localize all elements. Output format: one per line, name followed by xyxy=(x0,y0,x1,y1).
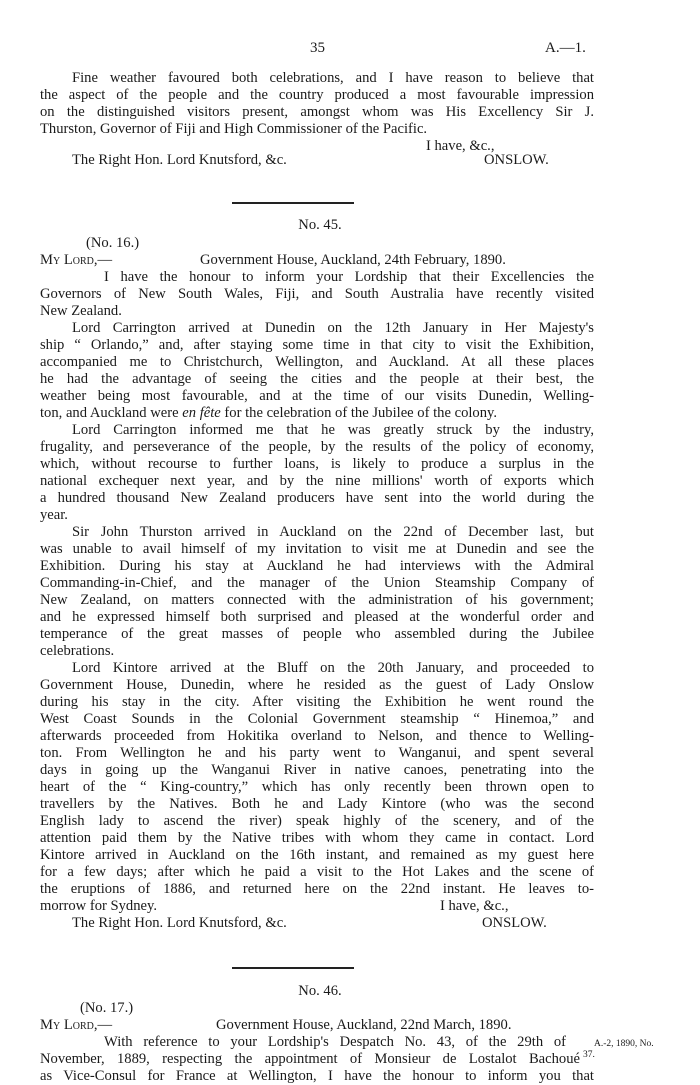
paragraph-line: Governors of New South Wales, Fiji, and South Australia have recently visited xyxy=(40,286,594,302)
paragraph-line: the eruptions of 1886, and returned here on the 22nd instant. He leaves to- xyxy=(40,881,594,897)
paragraph-line: and he expressed himself both surprised and pleased at the wonderful order and xyxy=(40,609,594,625)
dispatch-number: (No. 17.) xyxy=(80,1000,134,1016)
paragraph-line: accompanied me to Christchurch, Wellington, and Auckland. At all these places xyxy=(40,354,594,370)
paragraph-line: Fine weather favoured both celebrations, and I have reason to believe that xyxy=(72,70,594,86)
paragraph-line: heart of the “ King-country,” which has only recently been thrown open to xyxy=(40,779,594,795)
paragraph-line: New Zealand, on matters connected with the administration of his government; xyxy=(40,592,594,608)
paragraph-line: Sir John Thurston arrived in Auckland on the 22nd of December last, but xyxy=(72,524,594,540)
paragraph-line: days in going up the Wanganui River in native canoes, penetrating into the xyxy=(40,762,594,778)
place-date: Government House, Auckland, 24th February, 1890. xyxy=(200,252,506,268)
dispatch-heading: No. 45. xyxy=(298,217,342,233)
signature: ONSLOW. xyxy=(484,152,549,168)
paragraph-line: Exhibition. During his stay at Auckland he had interviews with the Admiral xyxy=(40,558,594,574)
paragraph-line: New Zealand. xyxy=(40,303,122,319)
dispatch-heading: No. 46. xyxy=(298,983,342,999)
dispatch-number: (No. 16.) xyxy=(86,235,140,251)
paragraph-line: With reference to your Lordship's Despatch No. 43, of the 29th of xyxy=(104,1034,566,1050)
paragraph-line: English lady to ascend the river) speak highly of the scenery, and of the xyxy=(40,813,594,829)
margin-note: A.-2, 1890, No. xyxy=(594,1039,654,1049)
paragraph-line: on the distinguished visitors present, amongst whom was His Excellency Sir J. xyxy=(40,104,594,120)
italic-phrase: en fête xyxy=(182,405,221,421)
paragraph-line: ton, and Auckland were en fête for the celebration of the Jubilee of the colony. xyxy=(40,405,498,421)
paragraph-line: temperance of the great masses of people who assembled during the Jubilee xyxy=(40,626,594,642)
paragraph-line: which, without recourse to further loans, is likely to produce a surplus in the xyxy=(40,456,594,472)
paragraph-line: I have the honour to inform your Lordship that their Excellencies the xyxy=(104,269,594,285)
paragraph-line: weather being most favourable, and at the time of our visits Dunedin, Welling- xyxy=(40,388,594,404)
paragraph-line: morrow for Sydney. xyxy=(40,898,157,914)
paragraph-line: ton. From Wellington he and his party went to Wanganui, and spent several xyxy=(40,745,594,761)
paragraph-line: for a few days; after which he paid a visit to the Hot Lakes and the scene of xyxy=(40,864,594,880)
addressee: The Right Hon. Lord Knutsford, &c. xyxy=(72,152,287,168)
section-divider xyxy=(232,967,354,969)
paragraph-line: celebrations. xyxy=(40,643,115,659)
paragraph-line: afterwards proceeded from Hokitika overland to Nelson, and thence to Welling- xyxy=(40,728,594,744)
paragraph-line: ship “ Orlando,” and, after staying some time in that city to visit the Exhibition, xyxy=(40,337,594,353)
paragraph-line: travellers by the Natives. Both he and Lady Kintore (who was the second xyxy=(40,796,594,812)
closing: I have, &c., xyxy=(426,138,495,154)
paragraph-line: he had the advantage of seeing the cities and the people at their best, the xyxy=(40,371,594,387)
paragraph-line: Government House, Dunedin, where he resided as the guest of Lady Onslow xyxy=(40,677,594,693)
salutation: My Lord,— xyxy=(40,1017,113,1033)
page-number: 35 xyxy=(310,40,325,56)
paragraph-line: Kintore arrived in Auckland on the 16th instant, and remained as my guest here xyxy=(40,847,594,863)
section-divider xyxy=(232,202,354,204)
paragraph-line: was unable to avail himself of my invitation to visit me at Dunedin and see the xyxy=(40,541,594,557)
paragraph-line: during his stay in the city. After visiting the Exhibition he went round the xyxy=(40,694,594,710)
paper-reference: A.—1. xyxy=(545,40,586,56)
margin-note: 37. xyxy=(583,1050,595,1060)
paragraph-line: Thurston, Governor of Fiji and High Commissioner of the Pacific. xyxy=(40,121,428,137)
addressee: The Right Hon. Lord Knutsford, &c. xyxy=(72,915,287,931)
paragraph-line: as Vice-Consul for France at Wellington, I have the honour to inform you that xyxy=(40,1068,594,1084)
closing: I have, &c., xyxy=(440,898,509,914)
salutation: My Lord,— xyxy=(40,252,113,268)
paragraph-line: frugality, and perseverance of the people, by the results of the policy of economy, xyxy=(40,439,594,455)
signature: ONSLOW. xyxy=(482,915,547,931)
paragraph-line: West Coast Sounds in the Colonial Government steamship “ Hinemoa,” and xyxy=(40,711,594,727)
paragraph-line: Lord Carrington arrived at Dunedin on the 12th January in Her Majesty's xyxy=(72,320,594,336)
paragraph-line: November, 1889, respecting the appointment of Monsieur de Lostalot Bachoué xyxy=(40,1051,580,1067)
paragraph-line: national exchequer next year, and by the nine millions' worth of exports which xyxy=(40,473,594,489)
paragraph-line: year. xyxy=(40,507,68,523)
paragraph-line: Commanding-in-Chief, and the manager of the Union Steamship Company of xyxy=(40,575,594,591)
paragraph-line: attention paid them by the Native tribes with whom they came in contact. Lord xyxy=(40,830,594,846)
paragraph-line: a hundred thousand New Zealand producers have sent into the world during the xyxy=(40,490,594,506)
paragraph-line: Lord Carrington informed me that he was greatly struck by the industry, xyxy=(72,422,594,438)
paragraph-line: the aspect of the people and the country produced a most favourable impression xyxy=(40,87,594,103)
paragraph-line: Lord Kintore arrived at the Bluff on the 20th January, and proceeded to xyxy=(72,660,594,676)
place-date: Government House, Auckland, 22nd March, 1890. xyxy=(216,1017,512,1033)
